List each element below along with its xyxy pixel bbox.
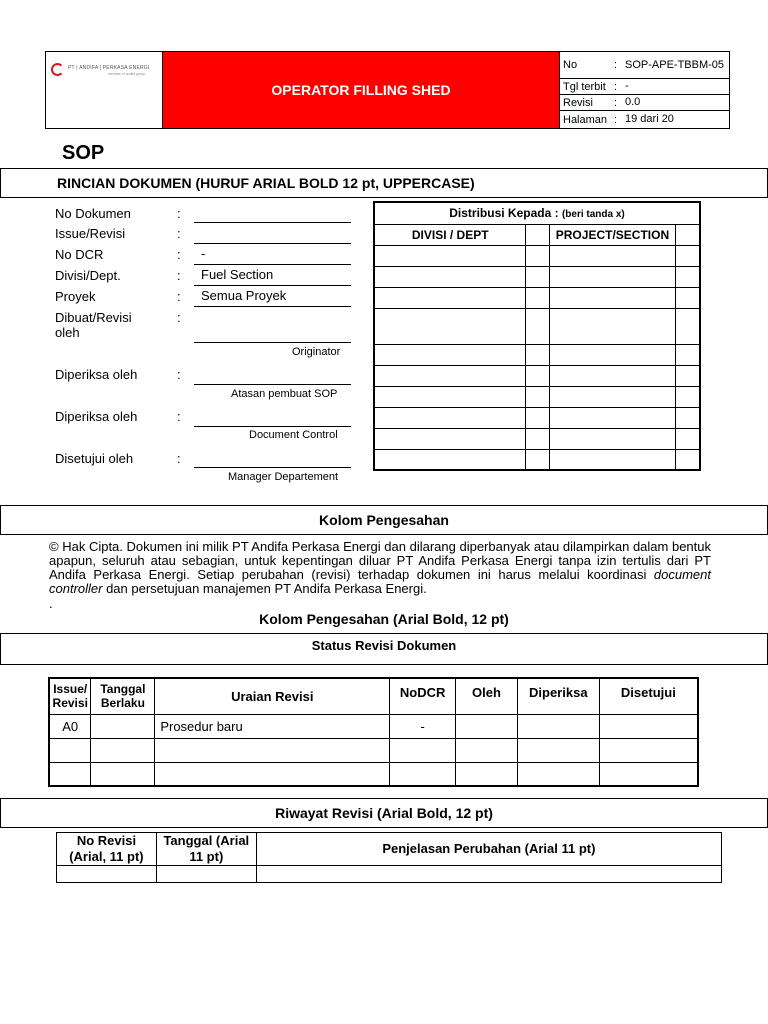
diperiksa-label: Diperiksa oleh bbox=[55, 409, 138, 424]
header-info-row: Revisi : 0.0 bbox=[560, 95, 729, 111]
uraian-revisi-header: Uraian Revisi bbox=[155, 678, 390, 714]
kolom-pengesahan-bar bbox=[0, 505, 768, 535]
originator-caption: Originator bbox=[292, 346, 341, 358]
distribusi-header-row bbox=[374, 224, 700, 245]
kolom-pengesahan-subtitle: Kolom Pengesahan (Arial Bold, 12 pt) bbox=[259, 611, 509, 627]
info-key: Tgl terbit bbox=[563, 80, 606, 93]
header-info-row: Halaman : 19 dari 20 bbox=[560, 111, 729, 128]
distribusi-row bbox=[374, 245, 700, 266]
distribusi-row bbox=[374, 266, 700, 287]
document-header bbox=[45, 51, 730, 129]
issue-revisi-header: Issue/ Revisi bbox=[49, 678, 91, 714]
distribusi-row bbox=[374, 308, 700, 344]
atasan-caption: Atasan pembuat SOP bbox=[231, 388, 338, 400]
no-dokumen-label: No Dokumen bbox=[55, 206, 131, 221]
info-key: Halaman bbox=[563, 113, 608, 126]
header-info-row: Tgl terbit : - bbox=[560, 79, 729, 95]
diperiksa-header: Diperiksa bbox=[517, 678, 599, 714]
diperiksa-field bbox=[194, 408, 351, 427]
distribusi-row bbox=[374, 407, 700, 428]
info-value: SOP-APE-TBBM-05 bbox=[625, 58, 725, 71]
status-header-row bbox=[49, 678, 698, 714]
table-row bbox=[49, 738, 698, 762]
no-dcr-label: No DCR bbox=[55, 247, 104, 262]
distribusi-row bbox=[374, 344, 700, 365]
divisi-dept-header: DIVISI / DEPT bbox=[374, 224, 526, 245]
project-section-header: PROJECT/SECTION bbox=[549, 224, 676, 245]
tanggal-header: Tanggal (Arial 11 pt) bbox=[156, 833, 256, 866]
status-revisi-title: Status Revisi Dokumen bbox=[311, 638, 457, 653]
oleh-header: Oleh bbox=[456, 678, 518, 714]
dibuat-label-line2: oleh bbox=[55, 325, 80, 340]
issue-revisi-field bbox=[194, 226, 351, 244]
rincian-title: RINCIAN DOKUMEN (HURUF ARIAL BOLD 12 pt, UPPERCASE) bbox=[57, 175, 475, 191]
riwayat-header-row bbox=[57, 833, 722, 866]
header-info-row: No : SOP-APE-TBBM-05 bbox=[560, 52, 729, 79]
info-value: 0.0 bbox=[625, 96, 641, 108]
distribusi-note: (beri tanda x) bbox=[561, 209, 625, 221]
document-title: OPERATOR FILLING SHED bbox=[163, 52, 560, 128]
info-key: Revisi bbox=[563, 96, 593, 109]
logo-text: PT | ANDIFA | PERKASA ENERGI bbox=[68, 65, 150, 71]
header-info bbox=[560, 52, 729, 128]
no-revisi-header: No Revisi (Arial, 11 pt) bbox=[57, 833, 157, 866]
disetujui-label: Disetujui oleh bbox=[55, 451, 134, 466]
info-value: - bbox=[625, 80, 629, 92]
rincian-bar bbox=[0, 168, 768, 198]
no-dcr-field: - bbox=[194, 246, 351, 265]
nodcr-header: NoDCR bbox=[390, 678, 456, 714]
dibuat-field bbox=[194, 309, 351, 343]
status-revisi-table bbox=[48, 677, 699, 787]
distribusi-row bbox=[374, 365, 700, 386]
logo-ring-icon bbox=[51, 63, 64, 76]
distribusi-row bbox=[374, 386, 700, 407]
dibuat-label: Dibuat/Revisi bbox=[55, 310, 132, 325]
no-dokumen-field bbox=[194, 206, 351, 223]
table-row: A0 Prosedur baru - bbox=[49, 714, 698, 738]
distribusi-table bbox=[373, 201, 701, 471]
distribusi-row bbox=[374, 428, 700, 449]
disetujui-header: Disetujui bbox=[599, 678, 698, 714]
diperiksa-field bbox=[194, 366, 351, 385]
issue-revisi-label: Issue/Revisi bbox=[55, 226, 126, 241]
copyright-paragraph: © Hak Cipta. Dokumen ini milik PT Andifa Perkasa Energi dan dilarang diperbanyak atau dilampirkan dalam bentuk apapun, seluruh atau sebagian, untuk kepentingan diluar PT Andifa Perkasa Energi tanpa izin tertulis dari PT Andifa Perkasa Energi. Setiap perubahan (revisi) terhadap dokumen ini harus melalui koordinasi document controller dan persetujuan manajemen PT Andifa Perkasa Energi. bbox=[49, 539, 711, 596]
table-row bbox=[57, 866, 722, 883]
riwayat-revisi-bar bbox=[0, 798, 768, 828]
sop-label: SOP bbox=[62, 142, 105, 164]
disetujui-field bbox=[194, 450, 351, 468]
distribusi-title: Distribusi Kepada : bbox=[449, 206, 559, 221]
distribusi-row bbox=[374, 287, 700, 308]
table-row bbox=[49, 762, 698, 786]
status-revisi-bar bbox=[0, 633, 768, 665]
document-control-caption: Document Control bbox=[249, 429, 338, 441]
logo-subtext: member of andifa group bbox=[108, 72, 146, 76]
distribusi-title-row bbox=[374, 202, 700, 224]
distribusi-row bbox=[374, 449, 700, 470]
diperiksa-label: Diperiksa oleh bbox=[55, 367, 138, 382]
document-controller-text: document controller bbox=[49, 567, 711, 596]
divisi-label: Divisi/Dept. bbox=[55, 268, 121, 283]
proyek-field: Semua Proyek bbox=[194, 288, 351, 307]
kolom-pengesahan-title: Kolom Pengesahan bbox=[319, 512, 449, 528]
manager-caption: Manager Departement bbox=[228, 471, 339, 483]
penjelasan-header: Penjelasan Perubahan (Arial 11 pt) bbox=[256, 833, 721, 866]
divisi-field: Fuel Section bbox=[194, 267, 351, 286]
dot-mark: . bbox=[49, 596, 53, 611]
info-value: 19 dari 20 bbox=[625, 113, 674, 125]
company-logo bbox=[46, 52, 163, 128]
riwayat-revisi-table bbox=[56, 832, 722, 883]
proyek-label: Proyek bbox=[55, 289, 96, 304]
riwayat-revisi-title: Riwayat Revisi (Arial Bold, 12 pt) bbox=[275, 805, 493, 821]
tanggal-berlaku-header: Tanggal Berlaku bbox=[91, 678, 155, 714]
info-key: No bbox=[563, 59, 578, 71]
